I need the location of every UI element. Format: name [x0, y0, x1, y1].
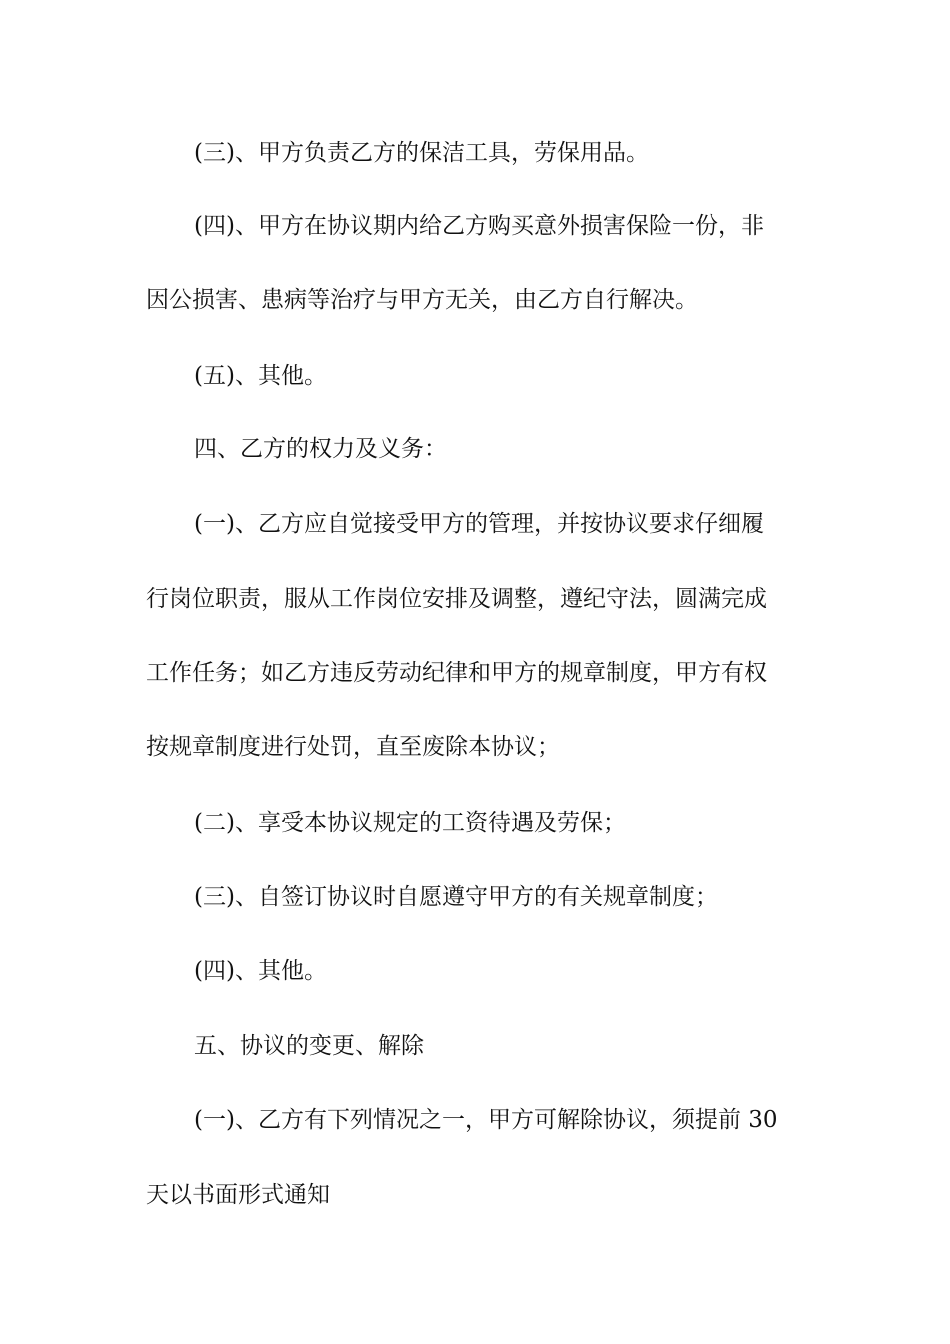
paragraph-line: (四)、其他。: [194, 958, 327, 984]
paragraph-line: (三)、自签订协议时自愿遵守甲方的有关规章制度；: [194, 884, 718, 910]
section-heading: 五、协议的变更、解除: [194, 1033, 424, 1059]
paragraph-line: (一)、乙方应自觉接受甲方的管理，并按协议要求仔细履: [194, 511, 764, 537]
paragraph-line: 因公损害、患病等治疗与甲方无关，由乙方自行解决。: [146, 287, 698, 313]
paragraph-line: (一)、乙方有下列情况之一，甲方可解除协议，须提前 30: [194, 1107, 778, 1133]
paragraph-line: (二)、享受本协议规定的工资待遇及劳保；: [194, 810, 626, 836]
paragraph-line: (四)、甲方在协议期内给乙方购买意外损害保险一份，非: [194, 213, 764, 239]
section-heading: 四、乙方的权力及义务：: [194, 436, 447, 462]
paragraph-line: 按规章制度进行处罚，直至废除本协议；: [146, 734, 560, 760]
paragraph-line: 行岗位职责，服从工作岗位安排及调整，遵纪守法，圆满完成: [146, 586, 767, 612]
paragraph-line: (三)、甲方负责乙方的保洁工具，劳保用品。: [194, 140, 649, 166]
paragraph-line: 工作任务；如乙方违反劳动纪律和甲方的规章制度，甲方有权: [146, 660, 767, 686]
paragraph-line: (五)、其他。: [194, 363, 327, 389]
paragraph-line: 天以书面形式通知: [146, 1182, 330, 1208]
